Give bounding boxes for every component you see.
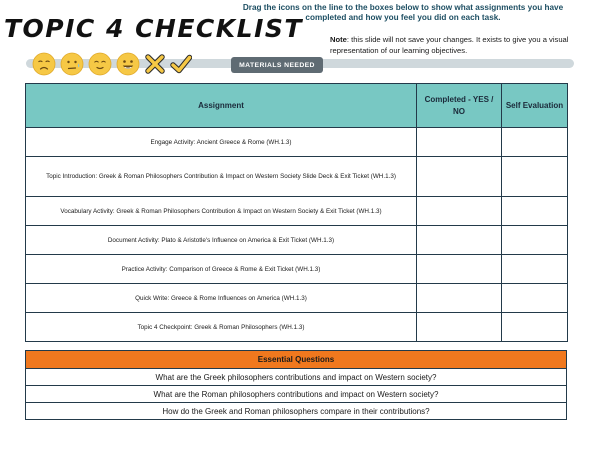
question-cell: What are the Greek philosophers contributions and impact on Western society? — [26, 369, 567, 386]
self-evaluation-cell[interactable] — [502, 157, 568, 197]
self-evaluation-cell[interactable] — [502, 313, 568, 342]
table-row — [26, 157, 568, 197]
table-row — [26, 197, 568, 226]
happy-face-icon[interactable] — [116, 52, 140, 76]
completed-header: Completed - YES / NO — [417, 84, 502, 128]
worried-face-icon[interactable] — [60, 52, 84, 76]
self-evaluation-header: Self Evaluation — [502, 84, 568, 128]
table-row — [26, 284, 568, 313]
assignment-header: Assignment — [26, 84, 417, 128]
note-text — [330, 34, 596, 56]
note-body: : this slide will not save your changes. It exists to give you a visual representation of our learning objectives. — [330, 35, 569, 55]
table-row — [26, 403, 567, 420]
self-evaluation-cell[interactable] — [502, 197, 568, 226]
note-label: Note — [330, 35, 347, 44]
eq-header-row — [26, 351, 567, 369]
check-mark-icon[interactable] — [170, 53, 192, 75]
assignment-cell: Practice Activity: Comparison of Greece & Rome & Exit Ticket (WH.1.3) — [26, 255, 417, 284]
x-mark-icon[interactable] — [144, 53, 166, 75]
question-cell: What are the Roman philosophers contributions and impact on Western society? — [26, 386, 567, 403]
self-evaluation-cell[interactable] — [502, 226, 568, 255]
icon-row — [32, 52, 192, 76]
assignment-checklist-table — [25, 83, 568, 342]
assignment-cell: Document Activity: Plato & Aristotle's Influence on America & Exit Ticket (WH.1.3) — [26, 226, 417, 255]
assignment-cell: Quick Write: Greece & Rome Influences on America (WH.1.3) — [26, 284, 417, 313]
sad-face-icon[interactable] — [32, 52, 56, 76]
completed-cell[interactable] — [417, 197, 502, 226]
completed-cell[interactable] — [417, 255, 502, 284]
page-title: TOPIC 4 CHECKLIST — [4, 14, 303, 43]
assignment-cell: Topic 4 Checkpoint: Greek & Roman Philosophers (WH.1.3) — [26, 313, 417, 342]
assignment-cell: Vocabulary Activity: Greek & Roman Philosophers Contribution & Impact on Western Society & Exit Ticket (WH.1.3) — [26, 197, 417, 226]
drag-instructions: Drag the icons on the line to the boxes below to show what assignments you have completed and how you feel you did on each task. — [242, 3, 564, 22]
self-evaluation-cell[interactable] — [502, 255, 568, 284]
table-row — [26, 313, 568, 342]
completed-cell[interactable] — [417, 226, 502, 255]
table-header-row — [26, 84, 568, 128]
assignment-cell: Topic Introduction: Greek & Roman Philosophers Contribution & Impact on Western Society Slide Deck & Exit Ticket (WH.1.3) — [26, 157, 417, 197]
self-evaluation-cell[interactable] — [502, 128, 568, 157]
table-row — [26, 386, 567, 403]
self-evaluation-cell[interactable] — [502, 284, 568, 313]
table-row — [26, 226, 568, 255]
table-row — [26, 128, 568, 157]
assignment-cell: Engage Activity: Ancient Greece & Rome (WH.1.3) — [26, 128, 417, 157]
table-row — [26, 369, 567, 386]
neutral-face-icon[interactable] — [88, 52, 112, 76]
essential-questions-table — [25, 350, 567, 420]
completed-cell[interactable] — [417, 128, 502, 157]
materials-needed-button[interactable]: MATERIALS NEEDED — [231, 57, 323, 73]
completed-cell[interactable] — [417, 284, 502, 313]
essential-questions-header: Essential Questions — [26, 351, 567, 369]
table-row — [26, 255, 568, 284]
completed-cell[interactable] — [417, 313, 502, 342]
question-cell: How do the Greek and Roman philosophers compare in their contributions? — [26, 403, 567, 420]
completed-cell[interactable] — [417, 157, 502, 197]
